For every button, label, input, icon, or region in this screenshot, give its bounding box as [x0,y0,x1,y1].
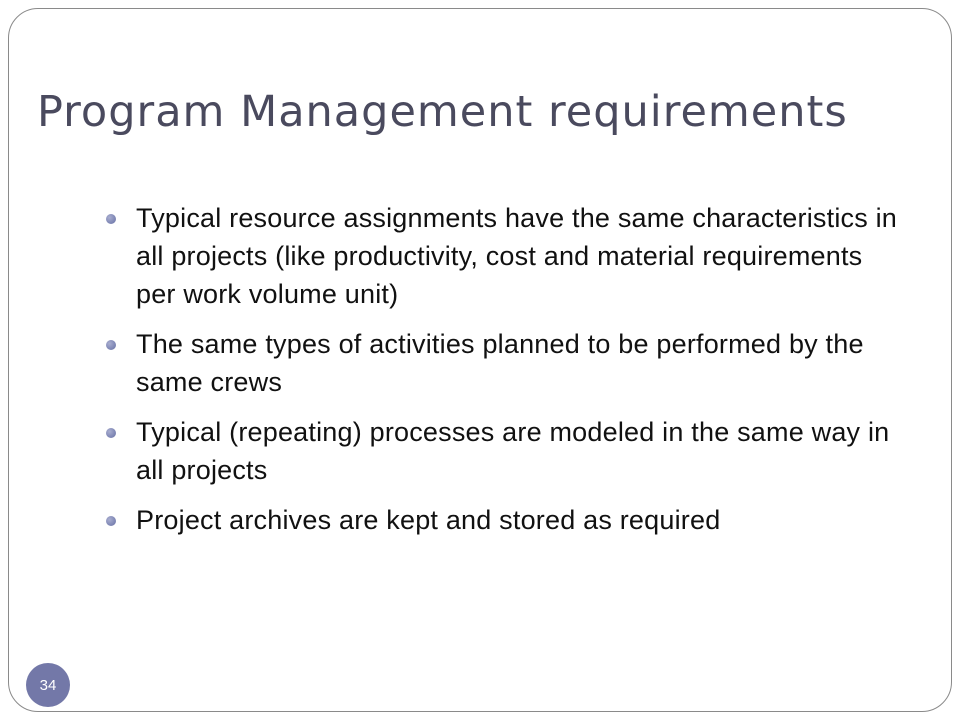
bullet-dot-icon [106,428,116,438]
page-number-badge [26,663,70,707]
page-number: 34 [39,676,57,694]
bullet-item [106,501,906,539]
bullet-item [106,325,906,401]
bullet-text: Typical resource assignments have the same characteristics in all projects (like productivity, cost and material requirements per work volume unit) [136,203,898,309]
bullet-text: The same types of activities planned to be performed by the same crews [136,329,864,397]
bullet-list [106,199,906,551]
bullet-dot-icon [106,516,116,526]
slide-title: Program Management requirements [37,87,848,137]
bullet-item [106,199,906,313]
bullet-dot-icon [106,340,116,350]
bullet-item [106,413,906,489]
slide [8,8,952,712]
bullet-text: Typical (repeating) processes are modeled in the same way in all projects [136,417,890,485]
bullet-text: Project archives are kept and stored as required [136,505,721,535]
bullet-dot-icon [106,214,116,224]
